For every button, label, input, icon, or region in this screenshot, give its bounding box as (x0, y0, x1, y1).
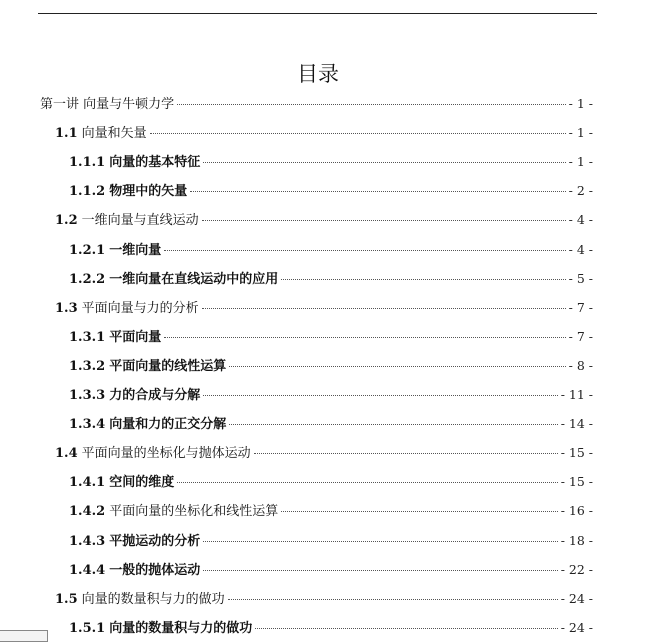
toc-entry-page: - 15 - (560, 474, 593, 490)
toc-dot-leader (203, 570, 557, 571)
toc-dot-leader (177, 104, 566, 105)
toc-entry-label: 物理中的矢量 (109, 184, 188, 200)
toc-entry-label: 一维向量与直线运动 (81, 213, 199, 229)
toc-entry-number: 1.3.4 (69, 417, 106, 433)
toc-dot-leader (229, 366, 565, 367)
toc-entry-label: 向量的基本特征 (109, 155, 201, 171)
toc-entry-page: - 24 - (560, 619, 593, 635)
toc-entry-number: 1.4 (55, 446, 78, 462)
toc-dot-leader (177, 482, 557, 483)
toc-entry[interactable] (69, 500, 593, 522)
toc-entry-number: 1.3.3 (69, 388, 106, 403)
toc-entry-label: 平面向量与力的分析 (81, 300, 199, 316)
toc-entry[interactable] (69, 268, 593, 290)
toc-entry-number: 1.5.1 (69, 620, 106, 636)
toc-entry[interactable] (69, 326, 593, 348)
toc-entry-label: 空间的维度 (109, 475, 175, 491)
toc-entry-page: - 4 - (568, 241, 593, 257)
toc-entry-label: 平面向量的线性运算 (109, 358, 227, 374)
toc-entry-page: - 14 - (560, 416, 593, 432)
toc-entry-label: 第一讲 向量与牛顿力学 (40, 97, 175, 112)
toc-entry-page: - 7 - (568, 299, 593, 315)
toc-dot-leader (254, 453, 558, 454)
toc-entry-number: 1.2.1 (69, 242, 106, 258)
toc-entry-label: 向量的数量积与力的做功 (81, 591, 225, 607)
toc-entry-number: 1.3 (55, 300, 78, 316)
toc-entry-page: - 15 - (560, 445, 593, 461)
toc-entry[interactable] (55, 297, 593, 319)
toc-entry[interactable] (69, 559, 593, 581)
toc-dot-leader (164, 337, 565, 338)
toc-dot-leader (202, 308, 566, 309)
corner-widget[interactable] (0, 630, 48, 642)
toc-entry-page: - 4 - (568, 212, 593, 228)
toc-dot-leader (281, 511, 557, 512)
toc-entry[interactable] (55, 209, 593, 231)
toc-entry[interactable] (69, 530, 593, 552)
toc-entry-page: - 5 - (568, 270, 593, 286)
toc-dot-leader (203, 162, 565, 163)
toc-dot-leader (190, 191, 565, 192)
toc-entry-page: - 1 - (568, 154, 593, 170)
toc-entry-page: - 18 - (560, 532, 593, 548)
toc-entry-number: 1.2.2 (69, 271, 106, 287)
toc-entry-label: 向量和力的正交分解 (109, 417, 227, 433)
toc-entry-page: - 16 - (560, 503, 593, 519)
toc-dot-leader (164, 250, 565, 251)
toc-entry-label: 一维向量 (109, 242, 162, 258)
toc-dot-leader (203, 395, 557, 396)
toc-entry-number: 1.4.1 (69, 475, 106, 491)
toc-entry-number: 1.4.4 (69, 562, 106, 578)
toc-dot-leader (255, 628, 557, 629)
toc-dot-leader (203, 541, 557, 542)
toc-entry[interactable] (69, 355, 593, 377)
toc-dot-leader (281, 279, 565, 280)
toc-dot-leader (229, 424, 557, 425)
toc-entry-label: 平面向量的坐标化与抛体运动 (81, 446, 251, 462)
toc-entry-label: 向量和矢量 (81, 126, 147, 142)
toc-entry-page: - 1 - (568, 125, 593, 141)
toc-entry[interactable] (69, 617, 593, 639)
toc-entry-number: 1.5 (55, 591, 78, 607)
toc-entry[interactable] (69, 151, 593, 173)
toc-entry[interactable] (69, 239, 593, 261)
toc-title: 目录 (297, 62, 339, 86)
toc-dot-leader (228, 599, 558, 600)
toc-entry-page: - 8 - (568, 357, 593, 373)
toc-entry-label: 平抛运动的分析 (109, 533, 201, 549)
toc-entry-label: 平面向量的坐标化和线性运算 (109, 504, 279, 520)
toc-entry-number: 1.4.3 (69, 533, 106, 549)
toc-entry-number: 1.1 (55, 126, 78, 142)
toc-entry[interactable] (69, 471, 593, 493)
toc-entry[interactable] (69, 384, 593, 406)
toc-entry-page: - 24 - (560, 590, 593, 606)
header-rule (38, 13, 597, 14)
toc-dot-leader (202, 220, 566, 221)
toc-entry-page: - 11 - (560, 387, 593, 402)
toc-entry-number: 1.1.1 (69, 155, 106, 171)
toc-entry-label: 力的合成与分解 (109, 388, 201, 403)
toc-entry-page: - 2 - (568, 183, 593, 199)
toc-entry-number: 1.1.2 (69, 184, 106, 200)
toc-entry-page: - 1 - (568, 96, 593, 111)
toc-entry-label: 一般的抛体运动 (109, 562, 201, 578)
toc-entry[interactable] (55, 588, 593, 610)
toc-entry-page: - 7 - (568, 328, 593, 344)
toc-entry-page: - 22 - (560, 561, 593, 577)
toc-entry-label: 一维向量在直线运动中的应用 (109, 271, 279, 287)
toc-entry[interactable] (69, 180, 593, 202)
toc-entry[interactable] (69, 413, 593, 435)
toc-dot-leader (150, 133, 566, 134)
toc-entry-number: 1.4.2 (69, 504, 106, 520)
toc-entry[interactable] (55, 122, 593, 144)
toc-entry[interactable] (55, 442, 593, 464)
toc-entry-number: 1.3.1 (69, 329, 106, 345)
toc-entry-label: 向量的数量积与力的做功 (109, 620, 253, 636)
toc-entry[interactable] (40, 93, 593, 115)
toc-entry-number: 1.2 (55, 213, 78, 229)
toc-entry-label: 平面向量 (109, 329, 162, 345)
toc-entry-number: 1.3.2 (69, 358, 106, 374)
